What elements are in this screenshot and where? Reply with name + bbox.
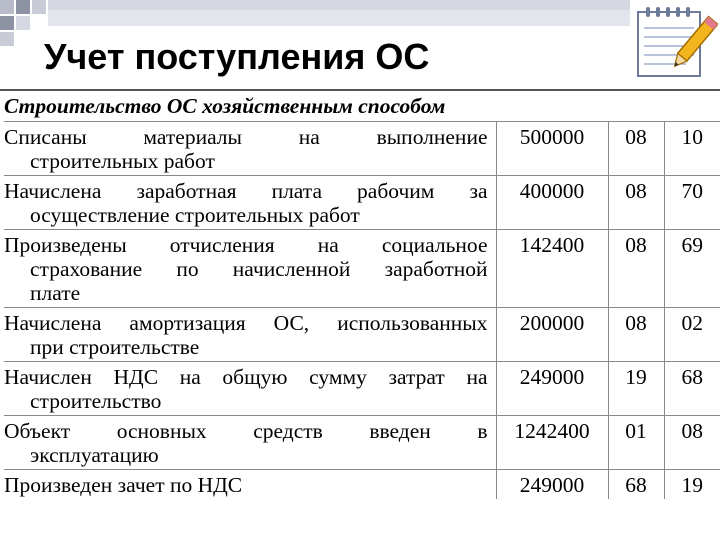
table-row bbox=[4, 416, 720, 470]
entry-debit: 08 bbox=[608, 230, 664, 308]
entry-description: Произведены отчисления на социальное страхование по начисленной заработной плате bbox=[4, 230, 496, 308]
entry-amount: 1242400 bbox=[496, 416, 608, 470]
entry-credit: 08 bbox=[664, 416, 720, 470]
entry-description: Списаны материалы на выполнение строительных работ bbox=[4, 122, 496, 176]
section-header-row bbox=[4, 92, 720, 122]
entry-credit: 70 bbox=[664, 176, 720, 230]
entry-description: Начислена заработная плата рабочим за осуществление строительных работ bbox=[4, 176, 496, 230]
entry-debit: 19 bbox=[608, 362, 664, 416]
section-header: Строительство ОС хозяйственным способом bbox=[4, 94, 446, 118]
table-row bbox=[4, 470, 720, 500]
table-row bbox=[4, 176, 720, 230]
entry-debit: 01 bbox=[608, 416, 664, 470]
table-row bbox=[4, 308, 720, 362]
entry-description: Начислена амортизация ОС, использованных при строительстве bbox=[4, 308, 496, 362]
table-row bbox=[4, 122, 720, 176]
entry-credit: 68 bbox=[664, 362, 720, 416]
entry-amount: 249000 bbox=[496, 470, 608, 500]
entry-debit: 68 bbox=[608, 470, 664, 500]
entry-amount: 249000 bbox=[496, 362, 608, 416]
entry-debit: 08 bbox=[608, 176, 664, 230]
entry-debit: 08 bbox=[608, 308, 664, 362]
entry-description: Начислен НДС на общую сумму затрат на строительство bbox=[4, 362, 496, 416]
title-divider bbox=[0, 89, 720, 91]
entry-amount: 142400 bbox=[496, 230, 608, 308]
entry-amount: 500000 bbox=[496, 122, 608, 176]
accounting-entries-table bbox=[4, 92, 720, 499]
entry-amount: 400000 bbox=[496, 176, 608, 230]
slide-title: Учет поступления ОС bbox=[44, 36, 430, 77]
entry-credit: 02 bbox=[664, 308, 720, 362]
entry-credit: 19 bbox=[664, 470, 720, 500]
table-row bbox=[4, 230, 720, 308]
table-row bbox=[4, 362, 720, 416]
notepad-pencil-icon bbox=[634, 4, 718, 82]
entry-amount: 200000 bbox=[496, 308, 608, 362]
entry-credit: 10 bbox=[664, 122, 720, 176]
entry-description: Произведен зачет по НДС bbox=[4, 470, 496, 500]
entry-description: Объект основных средств введен в эксплуатацию bbox=[4, 416, 496, 470]
entry-debit: 08 bbox=[608, 122, 664, 176]
entry-credit: 69 bbox=[664, 230, 720, 308]
